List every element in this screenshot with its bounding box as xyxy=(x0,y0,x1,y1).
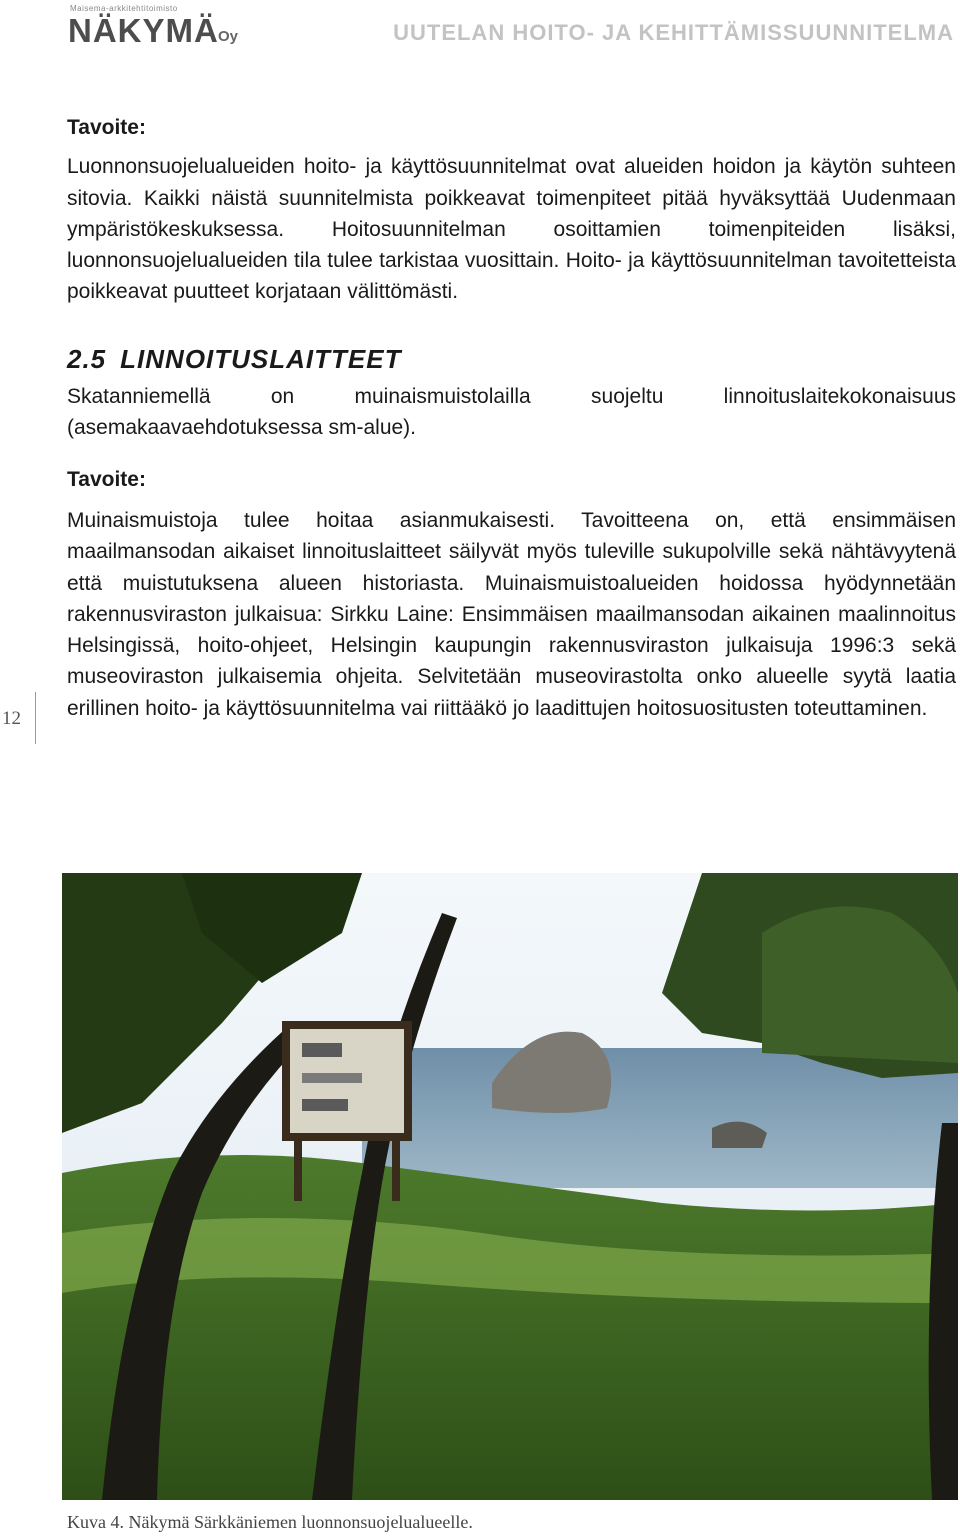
goal-label-2: Tavoite: xyxy=(67,467,146,491)
figure-caption: Kuva 4. Näkymä Särkkäniemen luonnonsuojelualueelle. xyxy=(67,1512,473,1532)
section-heading xyxy=(67,344,956,375)
company-logo xyxy=(68,4,248,52)
page-header xyxy=(0,0,960,60)
logo-wordmark: NÄKYMÄ xyxy=(68,12,219,49)
page-number-rule xyxy=(35,692,36,744)
logo-tagline: Maisema-arkkitehtitoimisto xyxy=(70,4,178,13)
goal-label: Tavoite: xyxy=(67,116,146,139)
logo-suffix: Oy xyxy=(218,28,239,45)
document-title: UUTELAN HOITO- JA KEHITTÄMISSUUNNITELMA xyxy=(393,20,954,45)
page-number: 12 xyxy=(2,708,21,729)
goal-paragraph-2: Muinaismuistoja tulee hoitaa asianmukaisesti. Tavoitteena on, että ensimmäisen maailmansodan aikaiset linnoituslaitteet säilyvät myös tuleville sukupolville sekä nähtävyytenä että muistutuksena alueen historiasta. Muinaismuistoalueiden hoidossa hyödynnetään rakennusviraston julkaisua: Sirkku Laine: Ensimmäisen maailmansodan aikainen maalinnoitus Helsingissä, hoito-ohjeet, Helsingin kaupungin rakennusviraston julkaisuja 1996:3 sekä museoviraston julkaisemia ohjeita. Selvitetään museovirastolta onko alueelle syytä laatia erillinen hoito- ja käyttösuunnitelma vai riittääkö jo laadittujen hoitosuositusten toteuttaminen. xyxy=(67,508,956,720)
section-number: 2.5 xyxy=(67,343,107,374)
section-paragraph: Skatanniemellä on muinaismuistolailla suojeltu linnoituslaitekokonaisuus (asemakaavaehdotuksessa sm-alue). xyxy=(67,385,956,440)
landscape-photo xyxy=(62,873,958,1500)
goal-paragraph: Luonnonsuojelualueiden hoito- ja käyttösuunnitelmat ovat alueiden hoidon ja käytön suhteen sitovia. Kaikki näistä suunnitelmista poikkeavat toimenpiteet pitää hyväksyttää Uudenmaan ympäristökeskuksessa. Hoitosuunnitelman osoittamien toimenpiteiden lisäksi, luonnonsuojelualueiden tila tulee tarkistaa vuosittain. Hoito- ja käyttösuunnitelman tavoitetteista poikkeavat puutteet korjataan välittömästi. xyxy=(67,155,956,304)
main-content xyxy=(67,112,956,724)
section-title: LINNOITUSLAITTEET xyxy=(120,343,402,374)
